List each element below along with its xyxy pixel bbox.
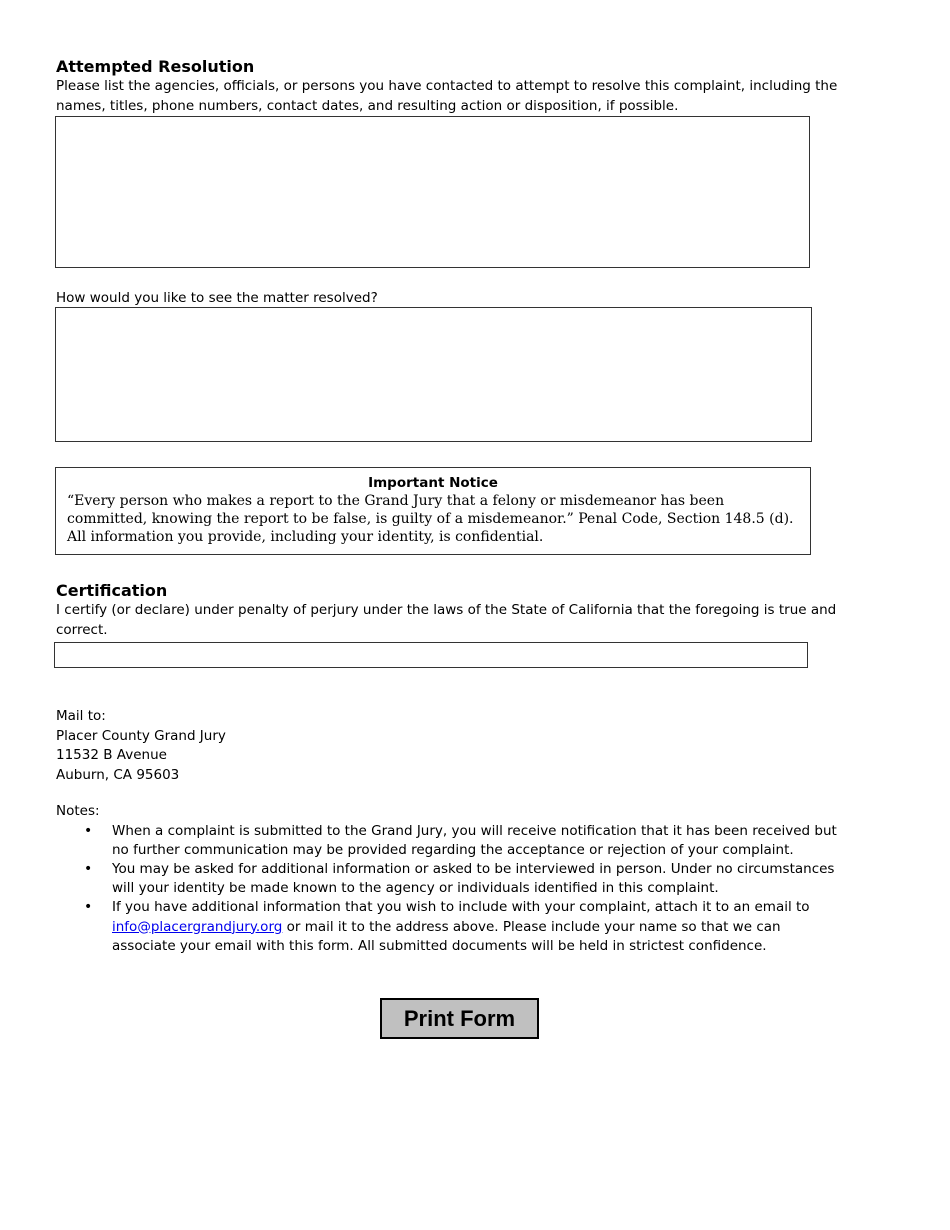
- important-notice-confidentiality: All information you provide, including your identity, is confidential.: [67, 529, 544, 545]
- mail-to-block: [56, 707, 456, 785]
- certification-heading: Certification: [56, 581, 168, 600]
- important-notice-title: Important Notice: [368, 475, 498, 491]
- notes-section: [56, 802, 846, 956]
- notes-list: [56, 822, 846, 956]
- note-text: When a complaint is submitted to the Grand Jury, you will receive notification that it has been received but no further communication may be provided regarding the acceptance or rejection of your complaint.: [112, 822, 837, 858]
- note-text: You may be asked for additional information or asked to be interviewed in person. Under no circumstances will your identity be made known to the agency or individuals identified in this complaint.: [112, 860, 835, 897]
- note-text-prefix: If you have additional information that you wish to include with your complaint, attach it to an email to: [112, 899, 810, 916]
- attempted-resolution-textarea[interactable]: [55, 116, 810, 268]
- bullet-icon: •: [84, 860, 93, 877]
- resolution-request-textarea[interactable]: [55, 307, 812, 442]
- attempted-resolution-heading: Attempted Resolution: [56, 57, 255, 76]
- mail-to-line: Placer County Grand Jury: [56, 727, 226, 744]
- signature-input[interactable]: [54, 642, 808, 668]
- list-item: [56, 898, 846, 956]
- note-text-suffix: or mail it to the address above. Please include your name so that we can associate your email with this form. All submitted documents will be held in strictest confidence.: [112, 918, 781, 954]
- bullet-icon: •: [84, 822, 93, 839]
- bullet-icon: •: [84, 899, 93, 916]
- mail-to-line: 11532 B Avenue: [56, 747, 167, 763]
- mail-to-line: Auburn, CA 95603: [56, 766, 180, 783]
- attempted-resolution-section: [56, 57, 846, 116]
- resolution-request-label: How would you like to see the matter resolved?: [56, 290, 378, 306]
- mail-to-label: Mail to:: [56, 708, 106, 724]
- email-link[interactable]: info@placergrandjury.org: [112, 918, 283, 935]
- notes-label: Notes:: [56, 803, 100, 819]
- list-item: [56, 860, 846, 898]
- attempted-resolution-instructions: Please list the agencies, officials, or persons you have contacted to attempt to resolve this complaint, including the names, titles, phone numbers, contact dates, and resulting action or disposition, if possible.: [56, 78, 838, 114]
- important-notice-box: [55, 467, 811, 555]
- certification-statement: I certify (or declare) under penalty of perjury under the laws of the State of California that the foregoing is true and correct.: [56, 602, 837, 638]
- list-item: [56, 822, 846, 860]
- important-notice-quote: “Every person who makes a report to the Grand Jury that a felony or misdemeanor has been committed, knowing the report to be false, is guilty of a misdemeanor.” Penal Code, Section 148.5 (d).: [67, 493, 794, 527]
- print-form-button[interactable]: Print Form: [380, 998, 539, 1039]
